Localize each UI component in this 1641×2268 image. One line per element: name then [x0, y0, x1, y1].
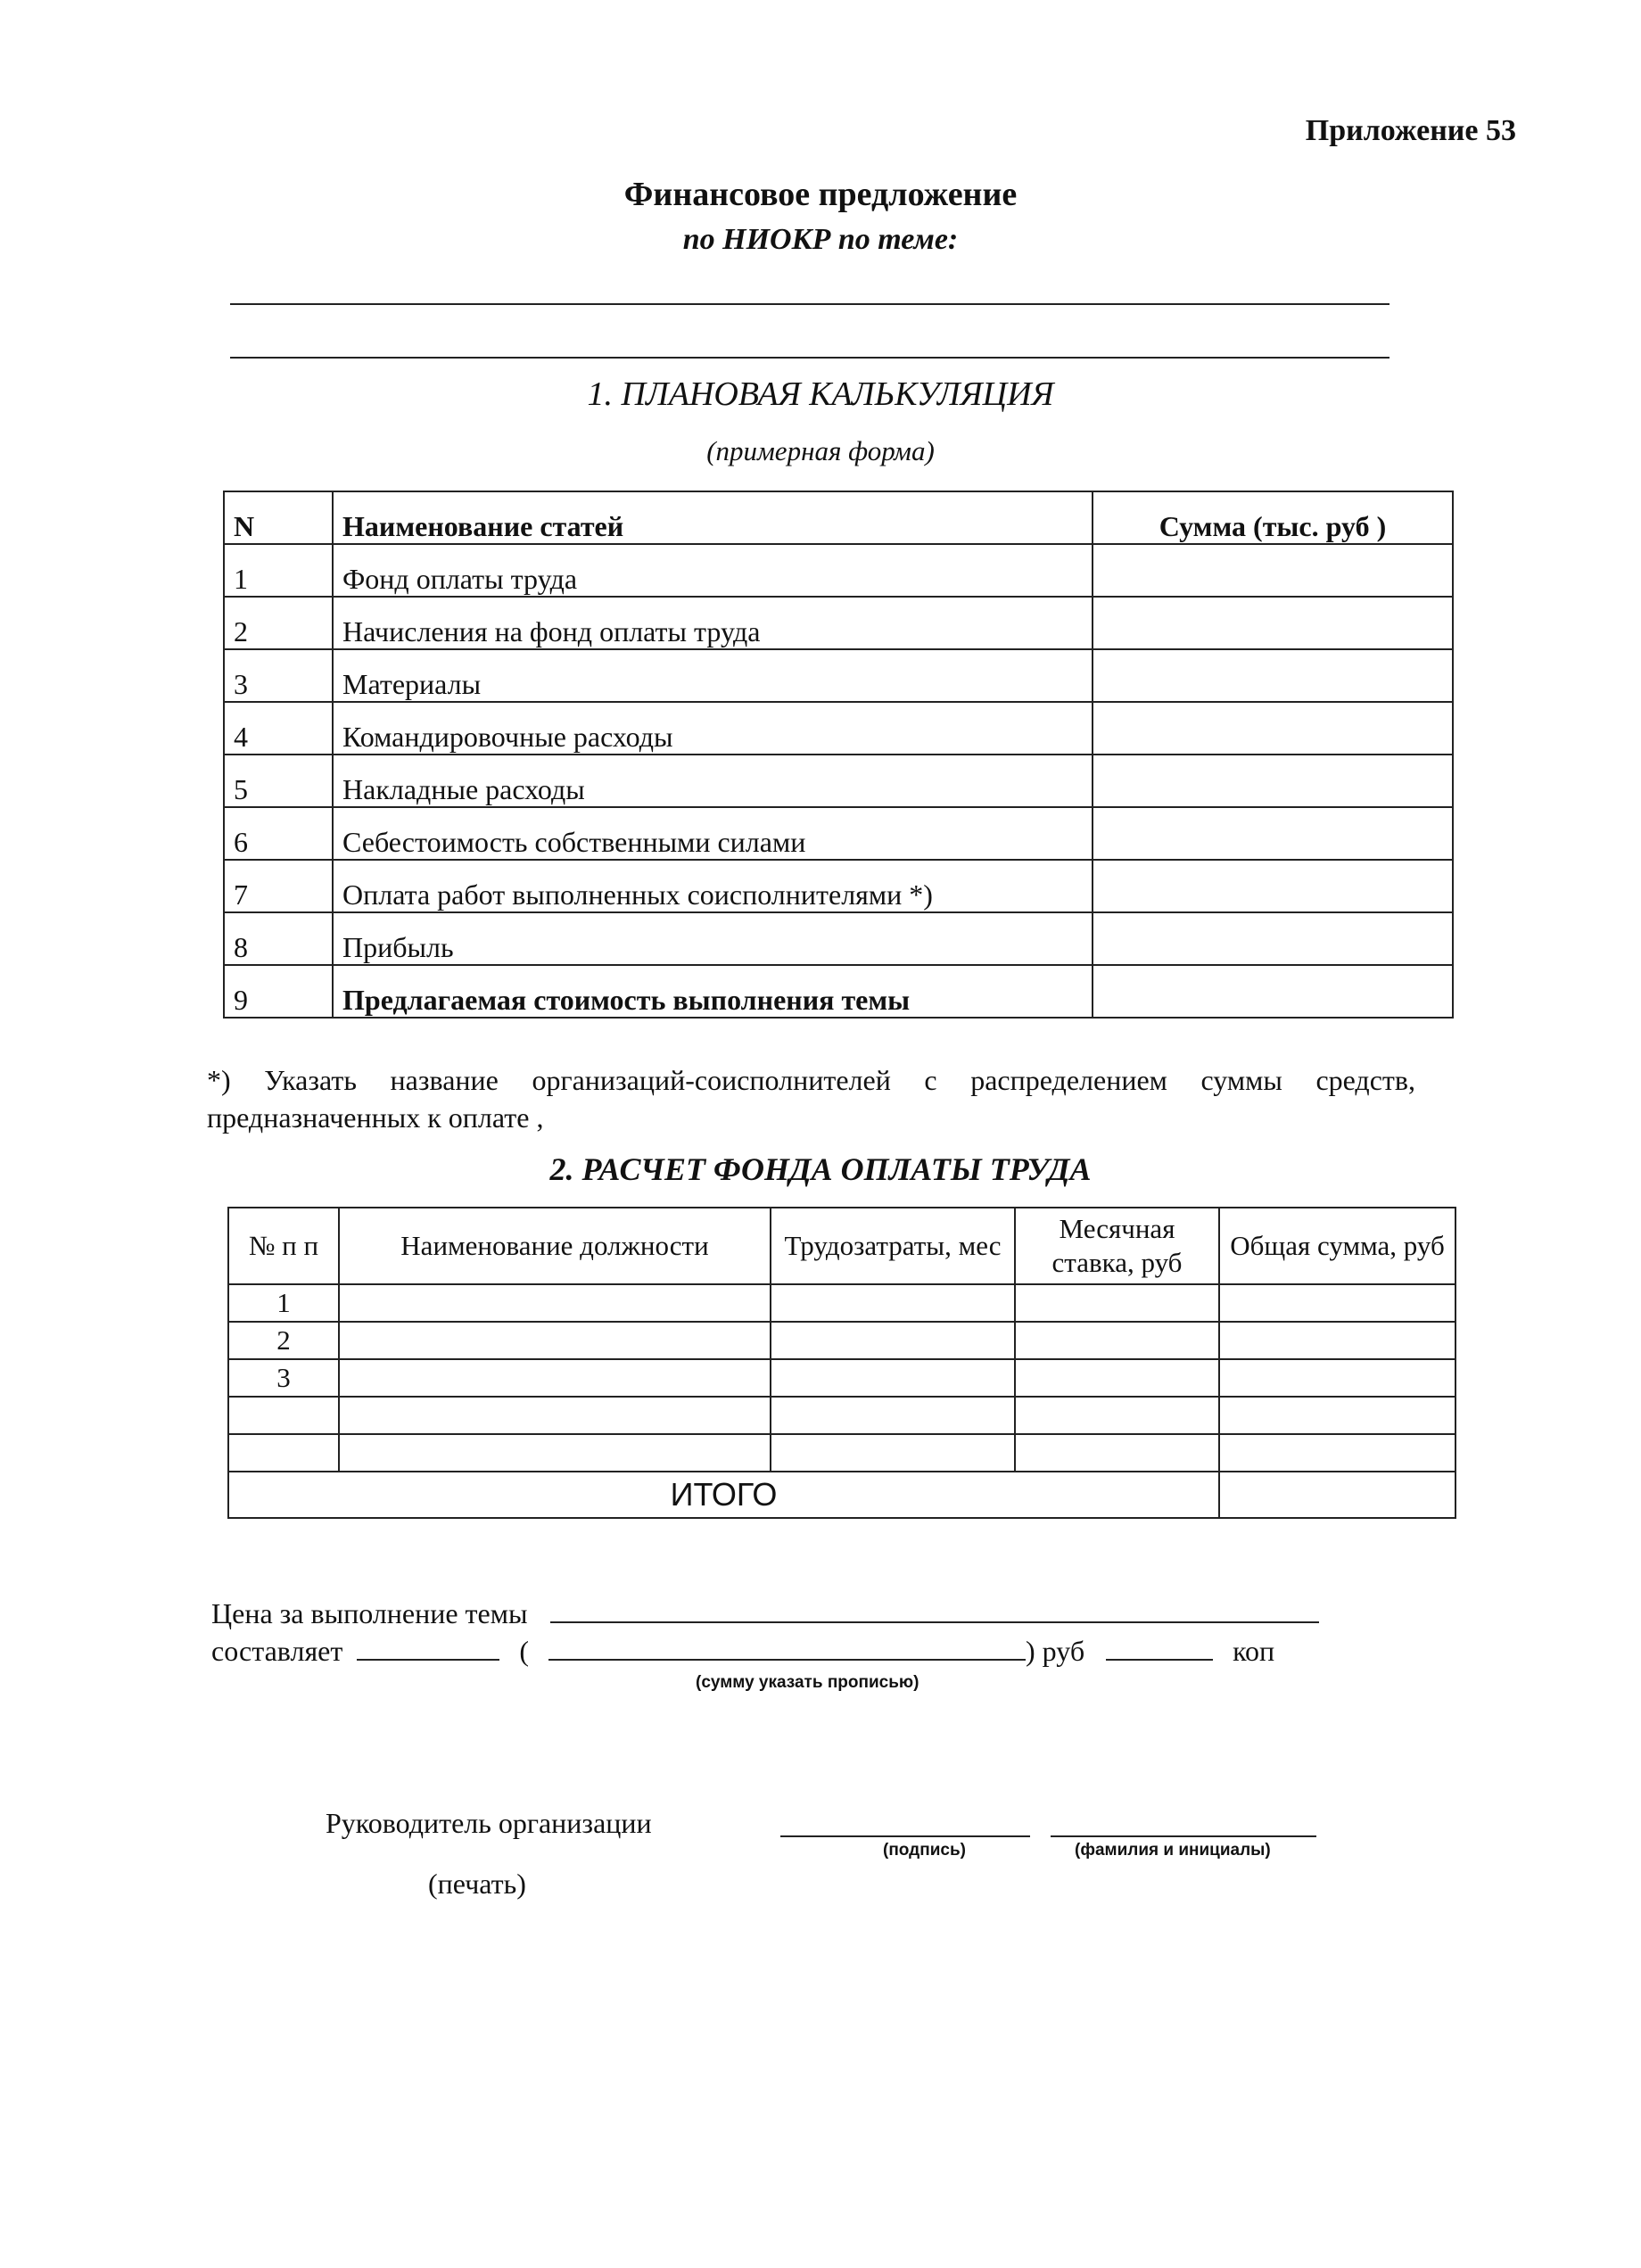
column-header-number: № п п [228, 1208, 339, 1284]
labor-cell[interactable] [771, 1359, 1015, 1397]
signature-line[interactable] [780, 1835, 1030, 1837]
row-number: 3 [228, 1359, 339, 1397]
table-row [224, 544, 1453, 597]
row-number: 3 [224, 649, 333, 702]
column-header-item: Наименование статей [333, 491, 1093, 544]
labor-cell[interactable] [771, 1322, 1015, 1359]
column-header-number: N [224, 491, 333, 544]
grand-total-cell[interactable] [1219, 1472, 1455, 1518]
table-row [228, 1284, 1455, 1322]
row-number: 9 [224, 965, 333, 1018]
row-sum-cell[interactable] [1093, 807, 1453, 860]
position-cell[interactable] [339, 1397, 771, 1434]
document-subtitle: по НИОКР по теме: [682, 223, 959, 256]
stamp-label: (печать) [428, 1868, 526, 1900]
column-header-labor: Трудозатраты, мес [771, 1208, 1015, 1284]
rate-cell[interactable] [1015, 1284, 1219, 1322]
position-cell[interactable] [339, 1322, 771, 1359]
column-header-position: Наименование должности [339, 1208, 771, 1284]
row-number: 8 [224, 912, 333, 965]
topic-line-1[interactable] [230, 303, 1389, 305]
table-row [228, 1359, 1455, 1397]
price-line-1 [211, 1595, 1319, 1630]
signature-hint: (подпись) [883, 1841, 966, 1860]
row-sum-cell[interactable] [1093, 860, 1453, 912]
row-number: 6 [224, 807, 333, 860]
column-header-sum: Сумма (тыс. руб ) [1093, 491, 1453, 544]
table-header-row [228, 1208, 1455, 1284]
price-prefix: составляет [211, 1635, 343, 1667]
row-number: 2 [228, 1322, 339, 1359]
total-cell[interactable] [1219, 1397, 1455, 1434]
row-sum-cell[interactable] [1093, 544, 1453, 597]
table-row-total [224, 965, 1453, 1018]
column-header-total: Общая сумма, руб [1219, 1208, 1455, 1284]
row-item: Фонд оплаты труда [333, 544, 1093, 597]
row-number: 1 [228, 1284, 339, 1322]
rub-label: ) руб [1026, 1635, 1085, 1667]
table-row [224, 912, 1453, 965]
position-cell[interactable] [339, 1359, 771, 1397]
table-row [224, 702, 1453, 755]
row-item: Накладные расходы [333, 755, 1093, 807]
section1-subtitle: (примерная форма) [706, 435, 935, 466]
row-number: 2 [224, 597, 333, 649]
total-cell[interactable] [1219, 1322, 1455, 1359]
total-cell[interactable] [1219, 1434, 1455, 1472]
paren-open: ( [519, 1635, 529, 1667]
rate-cell[interactable] [1015, 1359, 1219, 1397]
cost-calculation-table [223, 491, 1454, 1019]
position-cell[interactable] [339, 1434, 771, 1472]
rate-cell[interactable] [1015, 1434, 1219, 1472]
table-row [224, 597, 1453, 649]
labor-cell[interactable] [771, 1434, 1015, 1472]
head-of-organization-label: Руководитель организации [326, 1807, 652, 1839]
document-title: Финансовое предложение [623, 176, 1018, 213]
rate-cell[interactable] [1015, 1397, 1219, 1434]
table-row [224, 755, 1453, 807]
row-item: Материалы [333, 649, 1093, 702]
row-item: Командировочные расходы [333, 702, 1093, 755]
row-number: 7 [224, 860, 333, 912]
row-item: Оплата работ выполненных соисполнителями *) [333, 860, 1093, 912]
row-sum-cell[interactable] [1093, 702, 1453, 755]
price-line-2 [211, 1632, 1274, 1668]
footnote: *) Указать название организаций-соисполнителей с распределением суммы средств, предназначенных к оплате , [207, 1064, 1415, 1134]
topic-line-2[interactable] [230, 357, 1389, 359]
kop-label: коп [1233, 1635, 1275, 1667]
row-sum-cell[interactable] [1093, 965, 1453, 1018]
name-line[interactable] [1051, 1835, 1316, 1837]
rate-cell[interactable] [1015, 1322, 1219, 1359]
amount-in-words-hint: (сумму указать прописью) [696, 1673, 919, 1692]
name-hint: (фамилия и инициалы) [1075, 1841, 1271, 1860]
row-number [228, 1434, 339, 1472]
table-row [224, 860, 1453, 912]
section2-title: 2. РАСЧЕТ ФОНДА ОПЛАТЫ ТРУДА [549, 1151, 1092, 1187]
total-cell[interactable] [1219, 1284, 1455, 1322]
table-header-row [224, 491, 1453, 544]
row-number: 5 [224, 755, 333, 807]
total-label: ИТОГО [228, 1472, 1219, 1518]
row-item: Себестоимость собственными силами [333, 807, 1093, 860]
row-sum-cell[interactable] [1093, 597, 1453, 649]
price-label: Цена за выполнение темы [211, 1597, 528, 1629]
amount-in-words-field[interactable] [548, 1632, 1026, 1661]
position-cell[interactable] [339, 1284, 771, 1322]
labor-cell[interactable] [771, 1397, 1015, 1434]
row-sum-cell[interactable] [1093, 755, 1453, 807]
table-row [224, 649, 1453, 702]
rub-amount-field[interactable] [357, 1632, 499, 1661]
table-row [228, 1434, 1455, 1472]
row-item: Прибыль [333, 912, 1093, 965]
table-row-total [228, 1472, 1455, 1518]
total-cell[interactable] [1219, 1359, 1455, 1397]
row-number: 1 [224, 544, 333, 597]
row-item: Начисления на фонд оплаты труда [333, 597, 1093, 649]
payroll-table [227, 1207, 1456, 1519]
price-field[interactable] [550, 1595, 1319, 1623]
section1-title: 1. ПЛАНОВАЯ КАЛЬКУЛЯЦИЯ [587, 375, 1054, 413]
row-number: 4 [224, 702, 333, 755]
appendix-label: Приложение 53 [1305, 114, 1516, 147]
row-item: Предлагаемая стоимость выполнения темы [333, 965, 1093, 1018]
column-header-rate: Месячная ставка, руб [1015, 1208, 1219, 1284]
table-row [224, 807, 1453, 860]
table-row [228, 1397, 1455, 1434]
kop-field[interactable] [1106, 1632, 1213, 1661]
row-sum-cell[interactable] [1093, 912, 1453, 965]
row-sum-cell[interactable] [1093, 649, 1453, 702]
table-row [228, 1322, 1455, 1359]
row-number [228, 1397, 339, 1434]
labor-cell[interactable] [771, 1284, 1015, 1322]
